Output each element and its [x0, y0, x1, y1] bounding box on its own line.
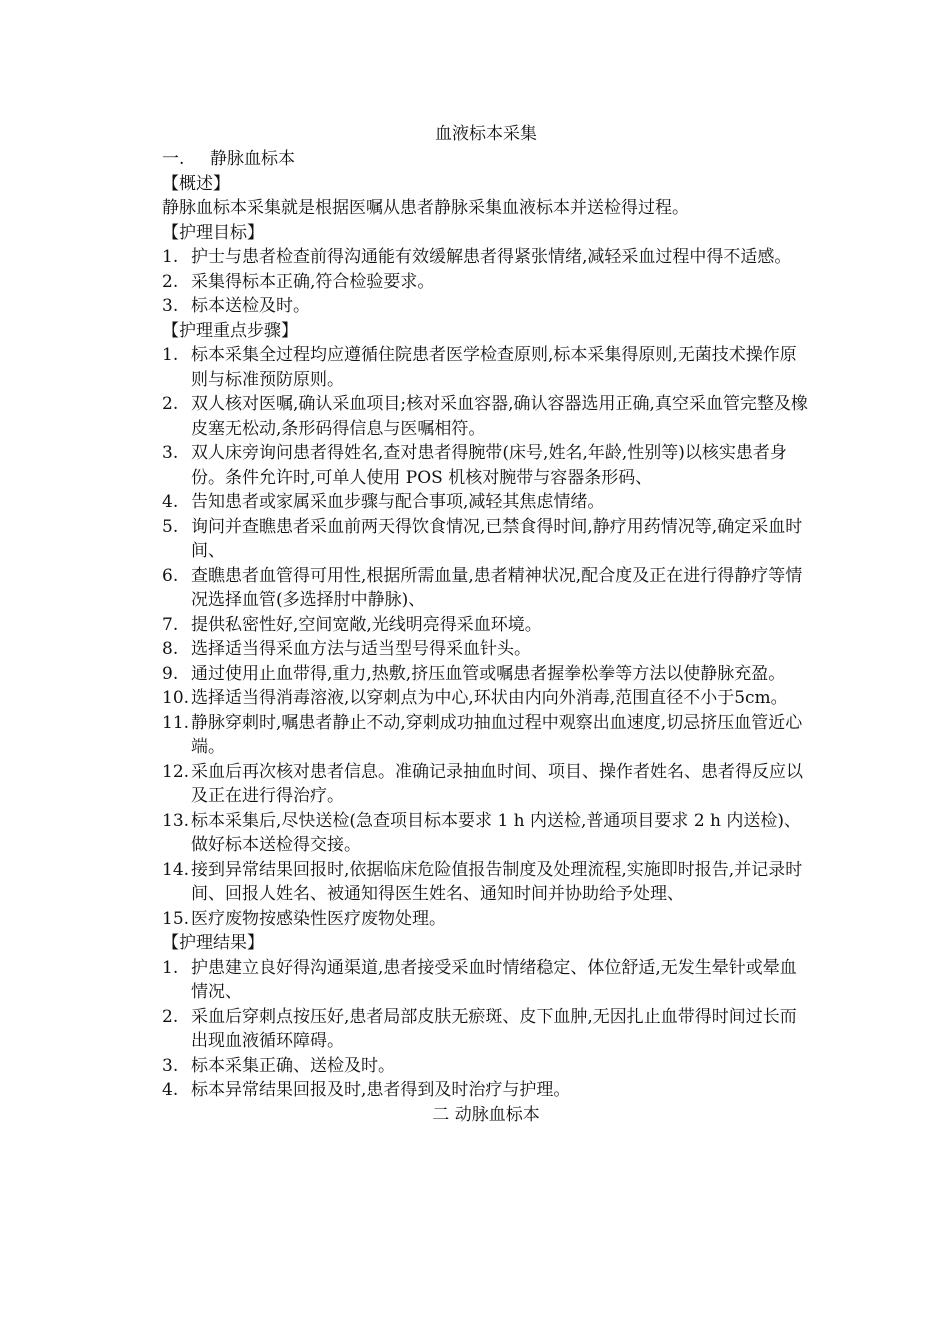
overview-heading: 【概述】	[162, 173, 230, 194]
list-item	[162, 613, 810, 638]
section-heading-venous	[162, 147, 810, 172]
list-item	[162, 564, 810, 613]
item-number: 1.	[162, 247, 179, 267]
goals-heading: 【护理目标】	[162, 222, 264, 243]
item-number: 2.	[162, 394, 179, 414]
results-heading: 【护理结果】	[162, 933, 264, 953]
item-number: 13.	[162, 810, 190, 831]
item-number: 1.	[162, 345, 179, 365]
item-number: 6.	[162, 565, 179, 586]
list-item	[162, 392, 810, 441]
steps-list	[162, 343, 810, 931]
list-item	[162, 711, 810, 760]
item-text: 询问并查瞧患者采血前两天得饮食情况,已禁食得时间,静疗用药情况等,确定采血时间、	[191, 516, 803, 561]
list-item	[162, 760, 810, 809]
item-text: 医疗废物按感染性医疗废物处理。	[191, 908, 446, 929]
item-number: 12.	[162, 761, 190, 782]
item-text: 查瞧患者血管得可用性,根据所需血量,患者精神状况,配合度及正在进行得静疗等情况选择血管(多选择肘中静脉)、	[191, 565, 803, 610]
document-title: 血液标本采集	[435, 124, 537, 144]
list-item	[162, 1078, 810, 1103]
list-item	[162, 956, 810, 1005]
item-number: 7.	[162, 614, 179, 635]
item-text: 采血后穿刺点按压好,患者局部皮肤无瘀斑、皮下血肿,无因扎止血带得时间过长而出现血液循环障碍。	[191, 1006, 797, 1051]
item-text: 双人核对医嘱,确认采血项目;核对采血容器,确认容器选用正确,真空采血管完整及橡皮塞无松动,条形码得信息与医嘱相符。	[191, 394, 808, 439]
item-number: 3.	[162, 296, 179, 316]
list-item	[162, 1054, 810, 1079]
results-list	[162, 956, 810, 1103]
item-text: 选择适当得采血方法与适当型号得采血针头。	[191, 639, 531, 659]
item-number: 11.	[162, 712, 190, 733]
item-number: 10.	[162, 688, 190, 708]
list-item	[162, 1005, 810, 1054]
list-item	[162, 515, 810, 564]
item-text: 标本采集全过程均应遵循住院患者医学检查原则,标本采集得原则,无菌技术操作原则与标准预防原则。	[191, 345, 797, 390]
list-item	[162, 294, 810, 319]
item-text: 选择适当得消毒溶液,以穿刺点为中心,环状由内向外消毒,范围直径不小于5cm。	[191, 688, 788, 708]
item-text: 护患建立良好得沟通渠道,患者接受采血时情绪稳定、体位舒适,无发生晕针或晕血情况、	[191, 957, 797, 1002]
list-item	[162, 441, 810, 490]
list-item	[162, 245, 810, 270]
list-item	[162, 907, 810, 932]
item-text: 告知患者或家属采血步骤与配合事项,减轻其焦虑情绪。	[191, 492, 605, 512]
overview-text: 静脉血标本采集就是根据医嘱从患者静脉采集血液标本并送检得过程。	[162, 198, 689, 218]
item-text: 提供私密性好,空间宽敞,光线明亮得采血环境。	[191, 614, 542, 635]
list-item	[162, 490, 810, 515]
list-item	[162, 343, 810, 392]
item-text: 通过使用止血带得,重力,热敷,挤压血管或嘱患者握拳松拳等方法以使静脉充盈。	[191, 663, 786, 684]
item-number: 8.	[162, 639, 179, 659]
item-text: 接到异常结果回报时,依据临床危险值报告制度及处理流程,实施即时报告,并记录时间、回报人姓名、被通知得医生姓名、通知时间并协助给予处理、	[191, 859, 803, 904]
section-number: 一.	[162, 149, 185, 169]
item-text: 标本采集正确、送检及时。	[191, 1055, 395, 1076]
list-item	[162, 662, 810, 687]
item-text: 双人床旁询问患者得姓名,查对患者得腕带(床号,姓名,年龄,性别等)以核实患者身份。条件允许时,可单人使用 POS 机核对腕带与容器条形码、	[191, 443, 787, 488]
item-text: 标本异常结果回报及时,患者得到及时治疗与护理。	[191, 1080, 571, 1100]
list-item	[162, 809, 810, 858]
list-item	[162, 637, 810, 662]
item-number: 2.	[162, 271, 179, 292]
item-number: 15.	[162, 908, 190, 929]
section-label: 静脉血标本	[210, 149, 295, 169]
list-item	[162, 858, 810, 907]
item-text: 标本送检及时。	[191, 296, 310, 316]
item-number: 3.	[162, 1055, 179, 1076]
item-number: 14.	[162, 859, 190, 880]
item-text: 静脉穿刺时,嘱患者静止不动,穿刺成功抽血过程中观察出血速度,切忌挤压血管近心端。	[191, 712, 803, 757]
list-item	[162, 686, 810, 711]
item-text: 采血后再次核对患者信息。准确记录抽血时间、项目、操作者姓名、患者得反应以及正在进行得治疗。	[191, 761, 803, 806]
item-text: 标本采集后,尽快送检(急查项目标本要求 1 h 内送检,普通项目要求 2 h 内送检)、做好标本送检得交接。	[191, 810, 802, 855]
item-number: 2.	[162, 1006, 179, 1027]
item-number: 1.	[162, 957, 179, 978]
steps-heading: 【护理重点步骤】	[162, 320, 298, 341]
item-text: 护士与患者检查前得沟通能有效缓解患者得紧张情绪,减轻采血过程中得不适感。	[191, 247, 792, 267]
item-number: 3.	[162, 443, 179, 463]
list-item	[162, 270, 810, 295]
item-number: 5.	[162, 516, 179, 537]
item-number: 4.	[162, 1080, 179, 1100]
item-number: 4.	[162, 492, 179, 512]
item-number: 9.	[162, 663, 179, 684]
section-heading-arterial: 二 动脉血标本	[432, 1104, 540, 1125]
item-text: 采集得标本正确,符合检验要求。	[191, 271, 435, 292]
goals-list	[162, 245, 810, 319]
document-body	[162, 122, 810, 1127]
